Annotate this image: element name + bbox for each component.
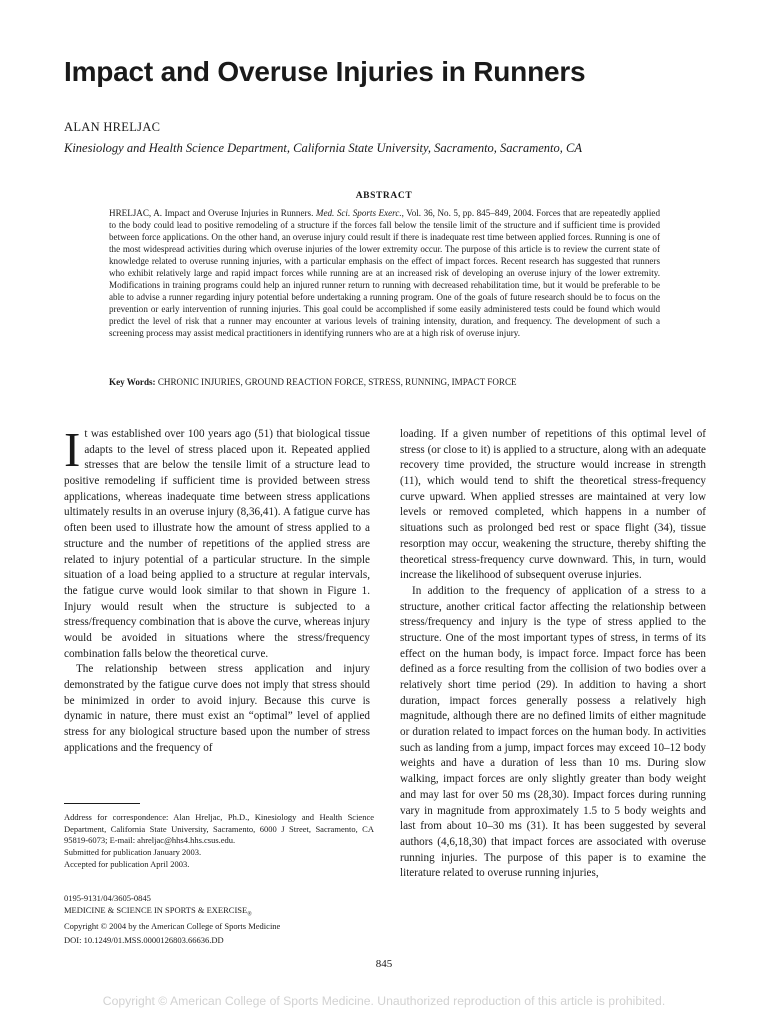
drop-cap: I: [64, 422, 81, 477]
keywords-label: Key Words:: [109, 377, 156, 387]
body-paragraph-text: t was established over 100 years ago (51) that biological tissue adapts to the level of stress placed upon it. Repeated applied stresses that are below the tensile limit of a structure lead to positive remodeling if sufficient time is provided between stress applications, whereas inadequate time between stress applications ultimately results in an overuse injury (8,36,41). A fatigue curve has often been used to illustrate how the amount of stress applied to a structure and the number of repetitions of the applied stress are related to injury potential of a particular structure. In the simple situation of a load being applied to a structure at regular intervals, the fatigue curve would look similar to that shown in Figure 1. Injury would result when the structure is subjected to a stress/frequency combination that is above the curve, whereas injury would be avoided in situations where the stress/frequency combination falls below the theoretical curve.: [64, 428, 370, 660]
body-paragraph: In addition to the frequency of application of a stress to a structure, another critical factor affecting the relationship between stress/frequency and injury is the type of stress applied to the structure. One of the most important types of stress, in terms of its effect on the human body, is impact force. Impact force has been defined as a force resulting from the collision of two bodies over a relatively short time period (29). In addition to having a short duration, impact forces generally possess a relatively high magnitude, although there are no defined limits of either magnitude or duration related to impact forces on the human body. In activities such as landing from a jump, impact forces may exceed 10–12 body weights and have a duration of less than 10 ms. During slow walking, impact forces are only slightly greater than body weight and may last for over 50 ms (28,30). Impact forces during running vary in magnitude from approximately 1.5 to 5 body weights and last from about 10–30 ms (31). It has been suggested by several authors (4,6,18,30) that impact forces are associated with overuse running injuries. The purpose of this paper is to examine the literature related to overuse running injuries,: [400, 584, 706, 880]
body-column-left: [64, 422, 370, 756]
doi-footnote: [64, 935, 374, 947]
body-paragraph: [64, 422, 370, 662]
footnote-divider: [64, 803, 140, 804]
abstract-citation-prefix: HRELJAC, A. Impact and Overuse Injuries in Runners.: [109, 208, 316, 218]
correspondence-address: Address for correspondence: Alan Hreljac, Ph.D., Kinesiology and Health Science Department, California State University, Sacramento, 6000 J Street, Sacramento, CA 95819-6073; E-mail: ahreljac@hhs4.hhs.csus.edu.: [64, 812, 374, 846]
body-paragraph: loading. If a given number of repetitions of this optimal level of stress (or close to it) is applied to a structure, along with an adequate recovery time provided, the structure would increase in strength (11), which would tend to shift the theoretical stress-frequency curve upward. When applied stresses are maintained at very low levels or removed completed, which happens in a number of situations such as prolonged bed rest or space flight (34), tissue resorption may occur, weakening the structure, thereby shifting the theoretical stress-frequency curve downward. This, in turn, would increase the likelihood of subsequent overuse injuries.: [400, 428, 706, 582]
journal-name-text: MEDICINE & SCIENCE IN SPORTS & EXERCISE: [64, 904, 248, 915]
article-title: Impact and Overuse Injuries in Runners: [64, 56, 586, 87]
accepted-date: Accepted for publication April 2003.: [64, 858, 190, 869]
doi: DOI: 10.1249/01.MSS.0000126803.66636.DD: [64, 935, 224, 945]
author-affiliation: Kinesiology and Health Science Department, California State University, Sacramento, Sacramento, CA: [64, 141, 582, 155]
body-column-right: [400, 427, 706, 882]
publication-footnote: [64, 893, 374, 933]
page-number: 845: [375, 958, 393, 970]
correspondence-footnote: [64, 812, 374, 871]
registered-mark: ®: [247, 911, 252, 918]
journal-name: [64, 905, 374, 921]
abstract-heading: ABSTRACT: [355, 191, 413, 201]
copyright-line: Copyright © 2004 by the American College of Sports Medicine: [64, 921, 281, 932]
submitted-date: Submitted for publication January 2003.: [64, 847, 202, 858]
author-name: ALAN HRELJAC: [64, 120, 161, 134]
body-paragraph: The relationship between stress application and injury demonstrated by the fatigue curve does not imply that stress should be minimized in order to avoid injury. Because this curve is dynamic in nature, there must exist an “optimal” level of applied stress for any biological structure based upon the number of stress applications and the frequency of: [64, 663, 370, 754]
keywords-list: CHRONIC INJURIES, GROUND REACTION FORCE, STRESS, RUNNING, IMPACT FORCE: [155, 377, 517, 387]
abstract-body: Forces that are repeatedly applied to the body could lead to positive remodeling of a structure if the forces fall below the tensile limit of the structure and if sufficient time is provided between force applications. On the other hand, an overuse injury could result if there is inadequate rest time between applied forces. Running is one of the most widespread activities during which overuse injuries of the lower extremity occur. The purpose of this article is to review the current state of knowledge related to overuse running injuries, with a particular emphasis on the effect of impact forces. Recent research has suggested that runners who exhibit relatively large and rapid impact forces while running are at an increased risk of developing an overuse injury of the lower extremity. Modifications in training programs could help an injured runner return to running with decreased rehabilitation time, but it would be preferable to be able to advise a runner regarding injury potential before undertaking a running program. One of the goals of future research should be to focus on the prevention or early intervention of running injuries. This goal could be accomplished if some easily administered tests could be found which would predict the level of risk that a runner may encounter at various levels of training intensity, duration, and frequency. The development of such a screening process may assist medical practitioners in identifying runners who are at a high risk of overuse injury.: [109, 208, 660, 338]
abstract-journal: Med. Sci. Sports Exerc.: [315, 208, 402, 218]
issn: 0195-9131/04/3605-0845: [64, 893, 151, 903]
copyright-watermark: Copyright © American College of Sports Medicine. Unauthorized reproduction of this article is prohibited.: [102, 994, 666, 1008]
keywords: [109, 376, 689, 388]
abstract-text: [109, 207, 660, 339]
abstract-citation-suffix: , Vol. 36, No. 5, pp. 845–849, 2004.: [401, 208, 537, 218]
